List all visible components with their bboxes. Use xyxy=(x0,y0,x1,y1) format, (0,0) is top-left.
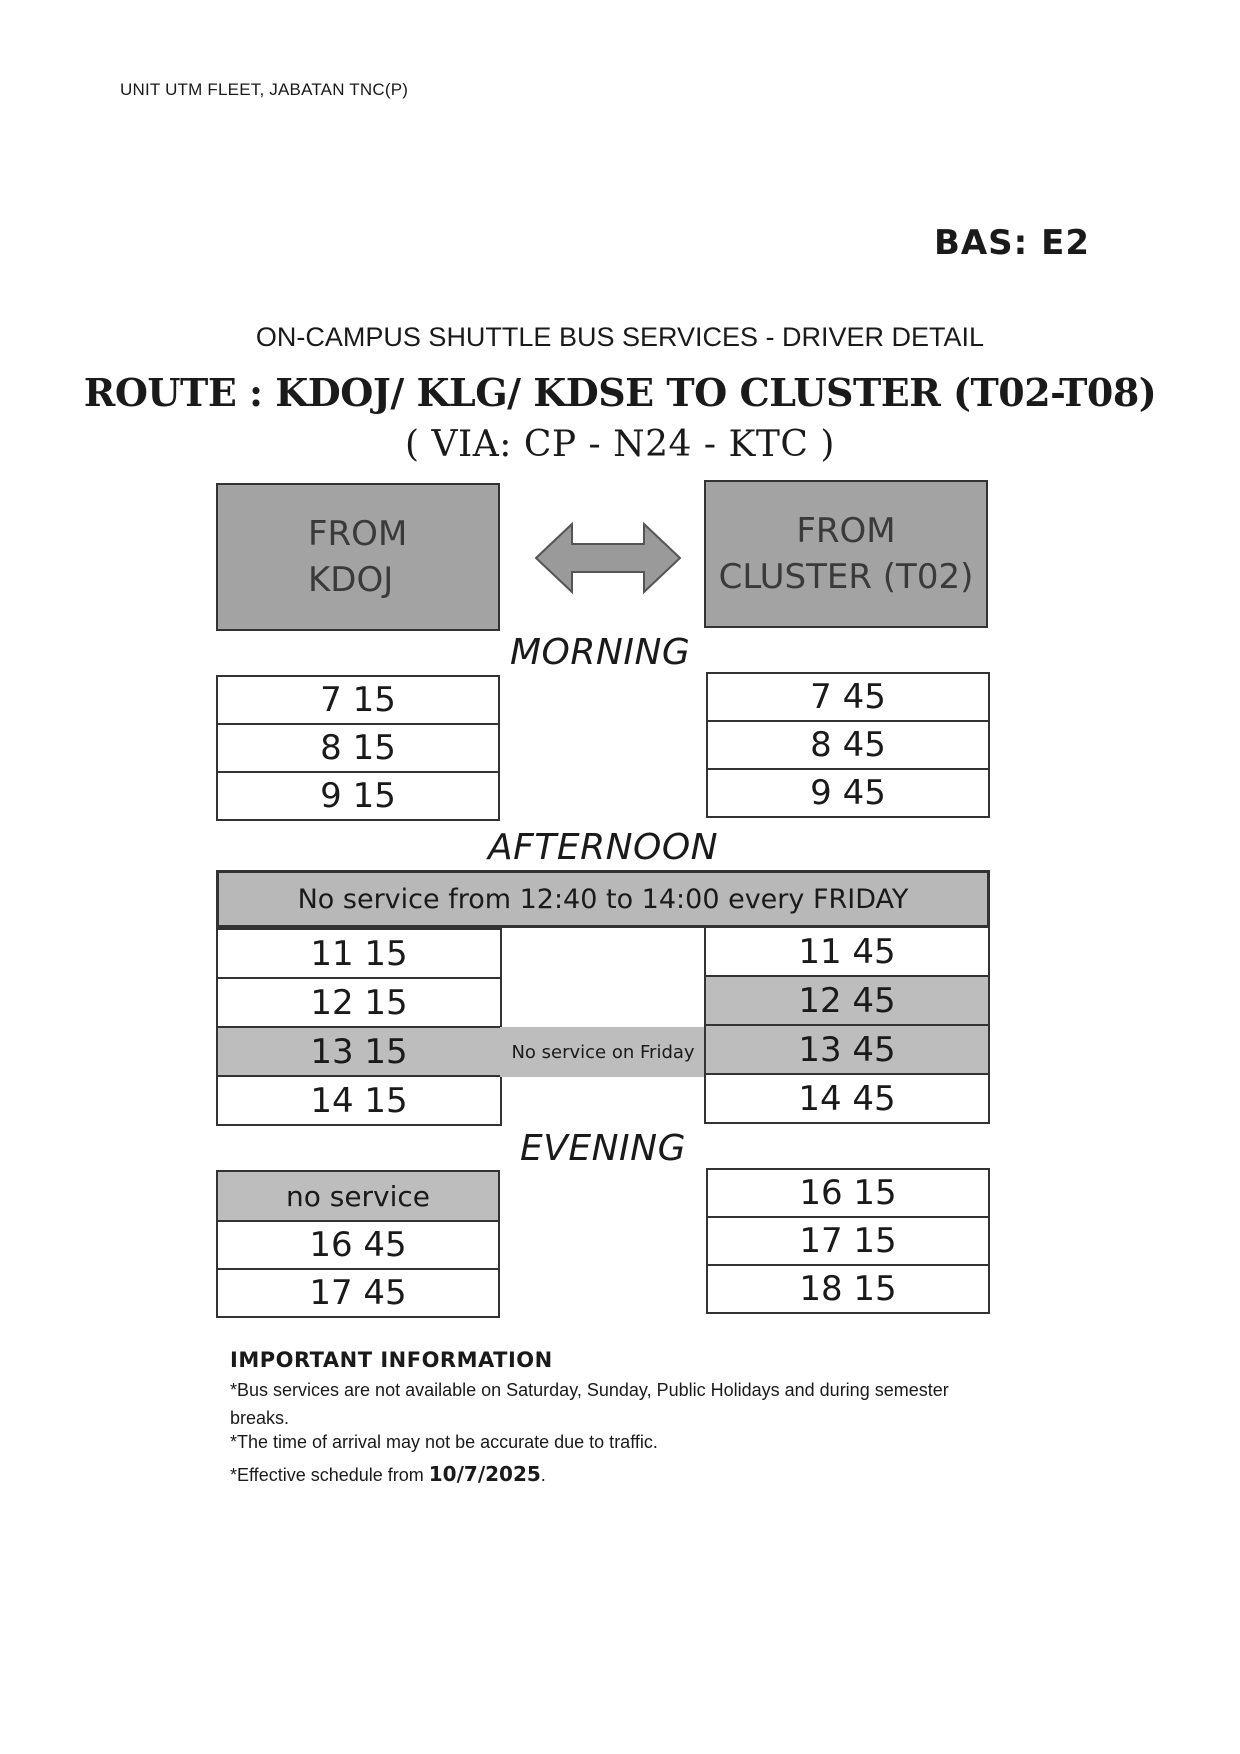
header-right-line1: FROM xyxy=(796,511,896,551)
double-arrow-icon xyxy=(534,520,682,596)
evening-right-cell: 17 15 xyxy=(706,1216,990,1266)
via-line: ( VIA: CP - N24 - KTC ) xyxy=(405,424,835,465)
evening-left-cell: 16 45 xyxy=(216,1220,500,1270)
info-line-2: *The time of arrival may not be accurate due to traffic. xyxy=(230,1432,658,1452)
morning-left-cell: 8 15 xyxy=(216,723,500,773)
afternoon-right-cell: 14 45 xyxy=(704,1073,990,1124)
header-from-cluster xyxy=(704,480,988,628)
organization-label: UNIT UTM FLEET, JABATAN TNC(P) xyxy=(120,80,409,99)
route-title: ROUTE : KDOJ/ KLG/ KDSE TO CLUSTER (T02-T08) xyxy=(83,370,1157,415)
morning-right-cell: 9 45 xyxy=(706,768,990,818)
info-line-3-prefix: *Effective schedule from xyxy=(230,1465,429,1485)
afternoon-left-cell: 11 15 xyxy=(216,928,502,979)
section-evening-label: EVENING xyxy=(520,1128,686,1169)
header-from-kdoj xyxy=(216,483,500,631)
evening-left-cell: no service xyxy=(216,1170,500,1222)
afternoon-right-cell: 12 45 xyxy=(704,975,990,1026)
morning-right-cell: 7 45 xyxy=(706,672,990,722)
friday-notice-banner: No service from 12:40 to 14:00 every FRIDAY xyxy=(216,870,990,928)
header-left-line2: KDOJ xyxy=(308,560,394,600)
afternoon-right-cell: 13 45 xyxy=(704,1024,990,1075)
header-left-line1: FROM xyxy=(308,514,408,554)
morning-left-cell: 7 15 xyxy=(216,675,500,725)
page-title: ON-CAMPUS SHUTTLE BUS SERVICES - DRIVER DETAIL xyxy=(255,322,985,352)
evening-right-cell: 16 15 xyxy=(706,1168,990,1218)
info-heading: IMPORTANT INFORMATION xyxy=(230,1348,553,1372)
friday-note: No service on Friday xyxy=(500,1027,706,1077)
info-line-1: *Bus services are not available on Saturday, Sunday, Public Holidays and during semester breaks. xyxy=(230,1380,949,1428)
bus-number: BAS: E2 xyxy=(933,223,1090,263)
info-line-3 xyxy=(230,1460,990,1489)
section-afternoon-label: AFTERNOON xyxy=(488,827,719,868)
afternoon-left-cell: 14 15 xyxy=(216,1075,502,1126)
effective-date: 10/7/2025 xyxy=(428,1462,541,1486)
section-morning-label: MORNING xyxy=(510,632,691,673)
afternoon-left-cell: 13 15 xyxy=(216,1026,502,1077)
afternoon-left-cell: 12 15 xyxy=(216,977,502,1028)
evening-left-cell: 17 45 xyxy=(216,1268,500,1318)
info-line-3-suffix: . xyxy=(540,1465,546,1485)
header-right-line2: CLUSTER (T02) xyxy=(718,557,974,597)
afternoon-right-cell: 11 45 xyxy=(704,926,990,977)
evening-right-cell: 18 15 xyxy=(706,1264,990,1314)
morning-right-cell: 8 45 xyxy=(706,720,990,770)
morning-left-cell: 9 15 xyxy=(216,771,500,821)
